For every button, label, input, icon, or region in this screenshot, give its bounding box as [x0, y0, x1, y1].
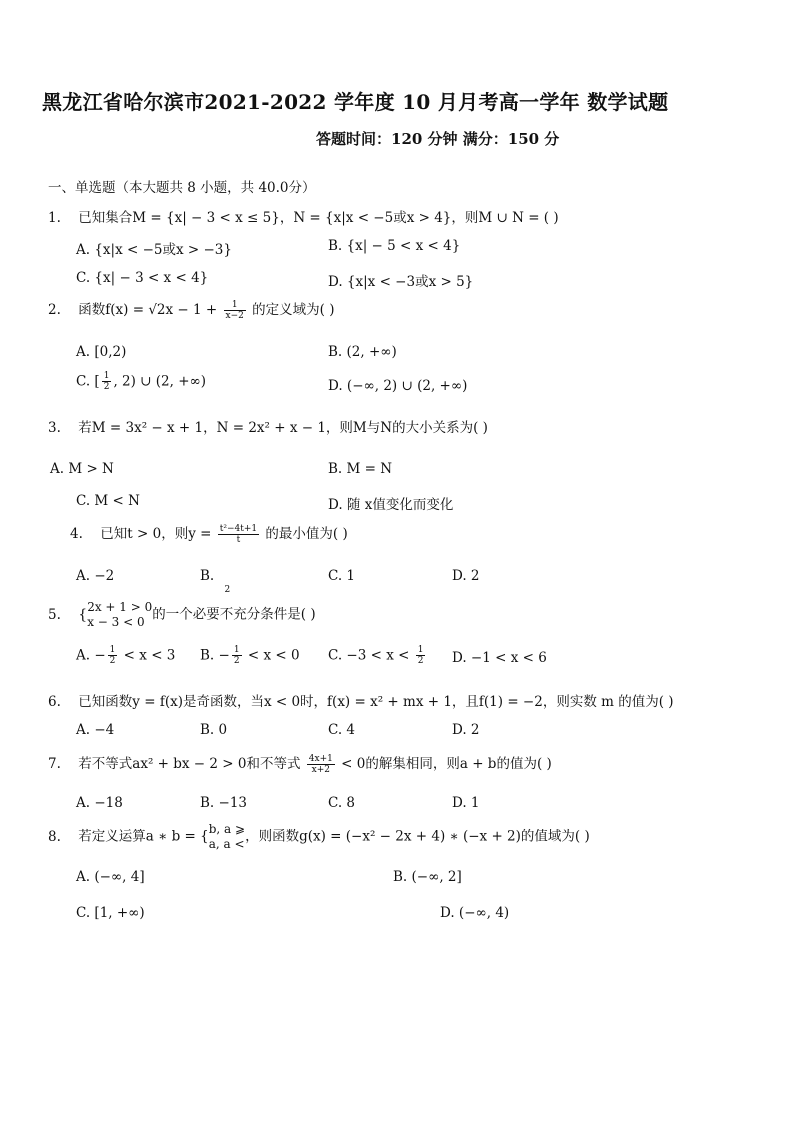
- question-stem-end: 的最小值为( ): [265, 526, 348, 542]
- question-stem: 若不等式ax² + bx − 2 > 0和不等式: [78, 756, 301, 772]
- question-number: 6.: [48, 694, 61, 710]
- option-c: C. [1, +∞): [76, 905, 145, 921]
- question-2: [48, 298, 335, 321]
- question-stem: 若定义运算a ∗ b = {: [78, 828, 209, 845]
- fraction: $\frac{\text{t²−4t+1}}{t}$: [219, 523, 258, 545]
- question-4: [70, 522, 348, 545]
- option-c: C. 1: [328, 568, 356, 584]
- option-d: D. −1 < x < 6: [452, 650, 547, 666]
- option-c: C. 4: [328, 722, 356, 738]
- option-d: D. 随 x值变化而变化: [328, 497, 454, 513]
- question-stem-end: < 0的解集相同，则a + b的值为( ): [341, 756, 552, 772]
- option-d: D. (−∞, 4): [440, 905, 510, 921]
- option-a: A. − $\frac{1}{2}$ < x < 3: [76, 645, 176, 666]
- question-number: 8.: [48, 828, 61, 845]
- option-c: C. {x| − 3 < x < 4}: [76, 270, 209, 286]
- question-stem-end: 的一个必要不充分条件是( ): [152, 606, 316, 623]
- option-b: B. 0: [200, 722, 228, 738]
- question-stem-end: 的定义域为( ): [252, 302, 335, 318]
- question-number: 1.: [48, 210, 61, 226]
- question-stem: 若M = 3x² − x + 1，N = 2x² + x − 1，则M与N的大小关系为( ): [78, 420, 488, 436]
- exam-title: 黑龙江省哈尔滨市2021-2022 学年度 10 月月考高一学年 数学试题: [42, 90, 669, 114]
- fraction: $\frac{4x+1}{x+2}$: [308, 753, 333, 775]
- option-b: B. −13: [200, 795, 247, 811]
- question-stem: 已知集合M = {x| − 3 < x ≤ 5}，N = {x|x < −5或x > 4}，则M ∪ N = ( ): [78, 210, 559, 226]
- question-number: 7.: [48, 756, 61, 772]
- question-number: 3.: [48, 420, 61, 436]
- option-b: B. − $\frac{1}{2}$ < x < 0: [200, 645, 300, 666]
- question-stem: 已知t > 0，则y =: [100, 526, 216, 542]
- option-a: A. −2: [76, 568, 115, 584]
- question-number: 2.: [48, 302, 61, 318]
- option-c: C. [ $\frac{1}{2}$ , 2) ∪ (2, +∞): [76, 371, 207, 392]
- question-stem: 函数f(x) = √2x − 1 +: [78, 302, 222, 318]
- option-c: C. −3 < x < $\frac{1}{2}$: [328, 645, 424, 666]
- option-a: A. {x|x < −5或x > −3}: [76, 242, 232, 258]
- option-a: A. [0,2): [76, 344, 127, 360]
- question-5: 5. { 2x + 1 > 0 x − 3 < 0 的一个必要不充分条件是( ): [48, 600, 316, 629]
- option-d: D. (−∞, 2) ∪ (2, +∞): [328, 378, 468, 394]
- inequality-system: 2x + 1 > 0 x − 3 < 0: [87, 600, 153, 629]
- question-7: [48, 752, 552, 775]
- fraction: $\frac{1}{x-2}$: [225, 299, 244, 321]
- option-a: A. M > N: [50, 461, 114, 477]
- option-a: A. −18: [76, 795, 123, 811]
- option-d: D. 1: [452, 795, 480, 811]
- option-d: D. 2: [452, 568, 480, 584]
- option-c: C. 8: [328, 795, 356, 811]
- option-b: B. M = N: [328, 461, 393, 477]
- question-8: [48, 822, 590, 852]
- option-b: B. (2, +∞): [328, 344, 397, 360]
- question-3: [48, 416, 488, 436]
- question-stem: 已知函数y = f(x)是奇函数，当x < 0时，f(x) = x² + mx + 1，且f(1) = −2，则实数 m 的值为( ): [78, 694, 674, 710]
- option-b: B. (−∞, 2]: [393, 869, 462, 885]
- section-heading: 一、单选题（本大题共 8 小题，共 40.0分）: [48, 180, 316, 196]
- question-number: 5.: [48, 606, 61, 623]
- option-b: B. {x| − 5 < x < 4}: [328, 238, 461, 254]
- question-number: 4.: [70, 526, 83, 542]
- option-d: D. {x|x < −3或x > 5}: [328, 274, 474, 290]
- piecewise-definition: b, a ⩾ a, a <: [208, 822, 246, 851]
- option-a: A. (−∞, 4]: [76, 869, 145, 885]
- option-c: C. M < N: [76, 493, 140, 509]
- exam-meta: 答题时间：120 分钟 满分：150 分: [316, 130, 560, 148]
- question-1: [48, 206, 559, 226]
- option-d: D. 2: [452, 722, 480, 738]
- question-6: [48, 690, 674, 710]
- option-b: B. $_2$: [200, 568, 231, 595]
- question-stem-end: ，则函数g(x) = (−x² − 2x + 4) ∗ (−x + 2)的值域为( ): [245, 828, 590, 845]
- option-a: A. −4: [76, 722, 115, 738]
